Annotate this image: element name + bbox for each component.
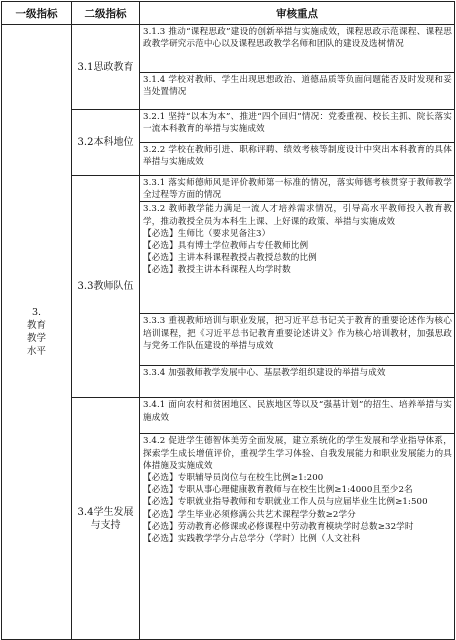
level1-line: 水平 <box>26 346 46 358</box>
required-indicator: 【必选】具有博士学位教师占专任教师比例 <box>143 241 309 252</box>
review-item-cell <box>140 434 455 640</box>
review-item-text: 3.4.2 促进学生德智体美劳全面发展，建立系统化的学生发展和学业指导体系，探索学生成长增值评价，重视学生学习体验、自我发展能力和职业发展能力的具体措施及实施成效 <box>143 436 452 471</box>
review-item-cell <box>140 314 455 366</box>
level1-indicator-cell <box>2 25 72 640</box>
review-item-text: 3.3.2 教师教学能力满足一流人才培养需求情况，引导高水平教师投入教育教学，推动教授全员为本科生上课、上好课的政策、举措与实施成效 <box>143 204 452 227</box>
level1-line: 3. <box>31 307 42 319</box>
review-item-cell <box>140 25 455 73</box>
level2-indicator-cell: 3.1思政教育 <box>72 25 140 110</box>
review-item-text: 3.2.1 坚持“以本为本”、推进“四个回归”情况：党委重视、校长主抓、院长落实一流本科教育的举措与实施成效 <box>143 112 452 135</box>
required-indicator: 【必选】教授主讲本科课程人均学时数 <box>143 265 291 276</box>
review-item-cell <box>140 73 455 110</box>
level2-indicator-cell: 3.2本科地位 <box>72 110 140 176</box>
review-item-text: 3.3.4 加强教师教学发展中心、基层教学组织建设的举措与成效 <box>143 368 386 379</box>
audit-table <box>1 1 455 640</box>
review-item-cell <box>140 202 455 314</box>
required-indicator: 【必选】主讲本科课程教授占教授总数的比例 <box>143 253 317 264</box>
required-indicator: 【必选】劳动教育必修课或必修课程中劳动教育模块学时总数≥32学时 <box>143 521 414 532</box>
review-item-cell <box>140 143 455 176</box>
header-review-focus: 审核重点 <box>140 2 455 25</box>
review-item-cell <box>140 110 455 143</box>
review-item-text: 3.1.3 推动“课程思政”建设的创新举措与实施成效，课程思政示范课程、课程思政教学研究示范中心以及课程思政教学名师和团队的建设及选树情况 <box>143 27 452 50</box>
header-level2: 二级指标 <box>72 2 140 25</box>
required-indicator: 【必选】实践教学学分占总学分（学时）比例（人文社科 <box>143 534 361 545</box>
level2-indicator-cell: 3.4学生发展与支持 <box>72 398 140 640</box>
review-item-cell <box>140 398 455 434</box>
review-item-text: 3.2.2 学校在教师引进、职称评聘、绩效考核等制度设计中突出本科教育的具体举措与实施成效 <box>143 145 452 168</box>
header-level1: 一级指标 <box>2 2 72 25</box>
required-indicator: 【必选】专职辅导员岗位与在校生比例≥1:200 <box>143 473 324 484</box>
required-indicator: 【必选】生师比（要求见备注3） <box>143 228 271 239</box>
table-header-row <box>2 2 455 25</box>
review-item-text: 3.4.1 面向农村和贫困地区、民族地区等以及“强基计划”的招生、培养举措与实施成效 <box>143 400 452 423</box>
required-indicator: 【必选】专职从事心理健康教育教师与在校生比例≥1:4000且至少2名 <box>143 485 413 496</box>
required-indicator: 【必选】学生毕业必须修满公共艺术课程学分数≥2学分 <box>143 509 356 520</box>
level2-indicator-cell: 3.3教师队伍 <box>72 176 140 398</box>
level1-line: 教学 <box>26 333 46 345</box>
table-row <box>2 25 455 73</box>
review-item-text: 3.3.3 重视教师培训与职业发展，把习近平总书记关于教育的重要论述作为核心培训课程，把《习近平总书记教育重要论述讲义》作为核心培训教材，加强思政与党务工作队伍建设的举措与成效 <box>143 316 452 351</box>
review-item-cell <box>140 366 455 398</box>
review-item-text: 3.3.1 落实师德师风是评价教师第一标准的情况，落实师德考核贯穿于教师教学全过程等方面的情况 <box>143 178 452 201</box>
review-item-text: 3.1.4 学校对教师、学生出现思想政治、道德品质等负面问题能否及时发现和妥当处置情况 <box>143 75 452 98</box>
level1-line: 教育 <box>26 320 46 332</box>
required-indicator: 【必选】专职就业指导教师和专职就业工作人员与应届毕业生比例≥1:500 <box>143 497 428 508</box>
review-item-cell <box>140 176 455 202</box>
